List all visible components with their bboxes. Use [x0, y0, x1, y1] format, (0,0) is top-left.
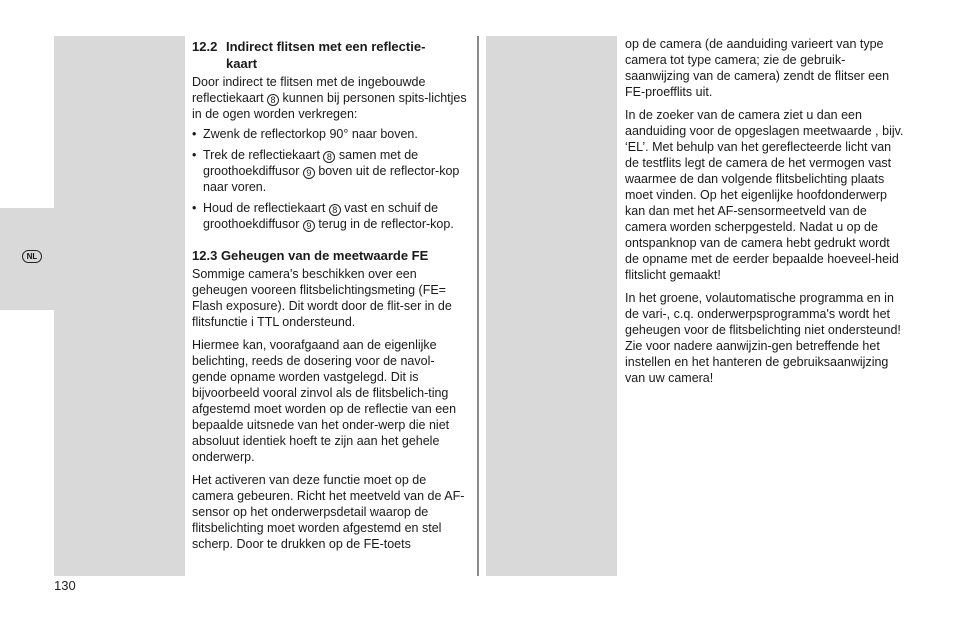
reference-number-8-icon: 8 [267, 94, 279, 106]
paragraph: op de camera (de aanduiding varieert van type camera tot type camera; zie de gebruik-saanwijzing van de camera) zendt de flitser een FE-proefflits uit. [625, 37, 890, 99]
paragraph: Sommige camera's beschikken over een geheugen vooreen flitsbelichtingsmeting (FE= Flash exposure). Dit wordt door de flit-ser in de flitsfunctie i TTL ondersteund. [192, 267, 452, 329]
list-item: • Zwenk de reflectorkop 90° naar boven. [192, 126, 468, 142]
section-intro: Door indirect te flitsen met de ingebouwde reflectiekaart 8 kunnen bij personen spits-lichtjes in de ogen worden verkregen: [192, 75, 467, 121]
reference-number-9-icon: 9 [303, 220, 315, 232]
section-number: 12.3 [192, 248, 218, 263]
paragraph: In het groene, volautomatische programma en in de vari-, c.q. onderwerpsprogramma's wordt het geheugen voor de flitsbelichting niet ondersteund! Zie voor nadere aanwijzin-gen betreffende het instellen en het hanteren de gebruiksaanwijzing van uw camera! [625, 291, 901, 385]
center-margin-band [486, 36, 617, 576]
language-badge: NL [22, 250, 42, 263]
section-heading-12-2 [192, 38, 468, 72]
right-text-column [625, 36, 905, 393]
left-margin-band [54, 36, 185, 576]
section-number: 12.2 [192, 39, 218, 54]
paragraph: Hiermee kan, voorafgaand aan de eigenlijke belichting, reeds de dosering voor de navol-gende opname worden vastgelegd. Dit is bijvoorbeeld vooral zinvol als de flitsbelich-ting afgestemd moet worden op de reflectie van een bepaalde uitsnede van het onder-werp die niet absoluut identiek hoeft te zijn aan het gehele onderwerp. [192, 338, 457, 464]
paragraph: In de zoeker van de camera ziet u dan een aanduiding voor de opgeslagen meetwaarde , bijv. ‘EL’. Met behulp van het gereflecteerde licht van de testflits legt de camera de het vermogen vast waarmee de dan volgende flitsbelichting plaats moet vinden. Op het eigenlijke hoofdonderwerp kan dan met het AF-sensormeetveld van de camera worden scherpgesteld. Nadat u op de ontspanknop van de camera hebt gedrukt wordt de opname met de eerder bepaalde hoeveel-heid flitslicht gemaakt! [625, 108, 904, 282]
section-title-line1: Indirect flitsen met een reflectie- [226, 39, 426, 54]
column-divider [477, 36, 479, 576]
list-item: • Houd de reflectiekaart 8 vast en schuif de groothoekdiffusor 9 terug in de reflector-kop. [192, 200, 468, 232]
section-title-line2: kaart [226, 56, 258, 71]
section-title: Geheugen van de meetwaarde FE [220, 248, 429, 263]
reference-number-8-icon: 8 [323, 151, 335, 163]
page-number: 130 [54, 578, 76, 593]
reference-number-9-icon: 9 [303, 167, 315, 179]
instruction-list [192, 126, 468, 232]
list-item: • Trek de reflectiekaart 8 samen met de groothoekdiffusor 9 boven uit de reflector-kop naar voren. [192, 147, 468, 195]
paragraph: Het activeren van deze functie moet op de camera gebeuren. Richt het meetveld van de AF-sensor op het onderwerpsdetail waarop de flitsbelichting moet worden afgestemd en stel scherp. Door te drukken op de FE-toets [192, 473, 465, 551]
section-heading-12-3 [192, 247, 468, 264]
reference-number-8-icon: 8 [329, 204, 341, 216]
left-text-column [192, 38, 468, 559]
